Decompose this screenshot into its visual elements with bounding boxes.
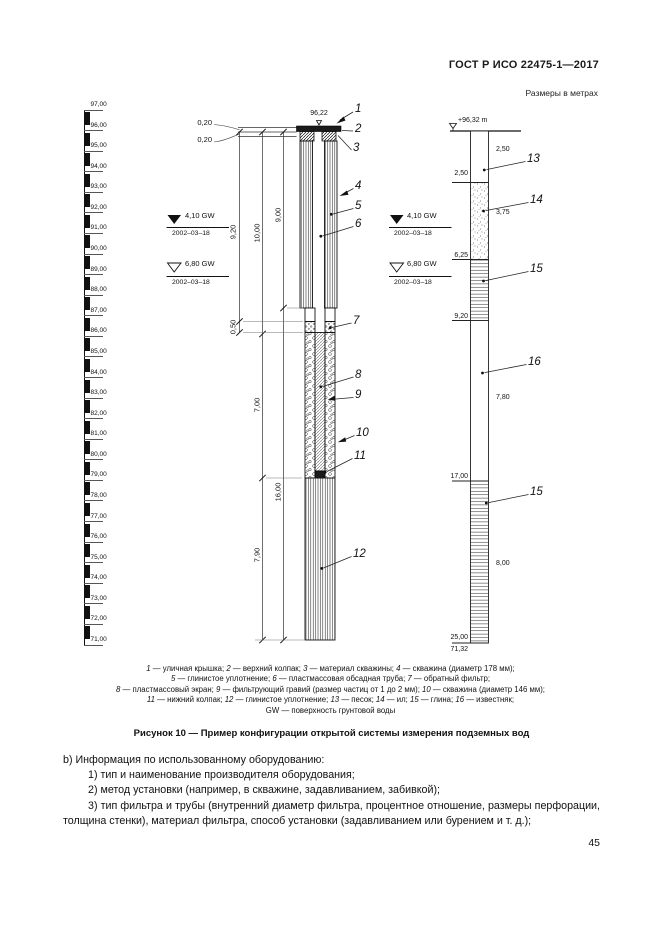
legend-item-number: 6 [272,674,277,684]
body-item-1: 1) тип и наименование производителя оборудования; [88,769,355,782]
dim-9-20: 9,20 [228,224,238,240]
legend-line: 11 — нижний колпак; 12 — глинистое уплотнение; 13 — песок; 14 — ил; 15 — глина; 16 — известняк; [146,695,515,705]
borehole-top-elevation: 96,22 [310,110,328,117]
ruler-tick [84,233,103,234]
ruler-segment [84,503,90,516]
callout-7: 7 [353,315,360,327]
page-number: 45 [588,837,600,849]
ruler-label: 81,00 [90,430,107,438]
ruler-tick [84,603,103,604]
thickness-7-80: 7,80 [496,393,510,401]
ruler-label: 86,00 [90,327,107,335]
ruler-segment [84,174,90,187]
cap-dim-leaders [214,125,240,143]
ruler-tick [84,521,103,522]
depth-6-25: 6,25 [454,251,468,259]
ruler-tick [84,336,103,337]
cap-offset-dim-1: 0,20 [197,117,212,127]
cap-offset-dim-2: 0,20 [197,135,212,144]
column-elevation-marker [450,124,457,129]
legend-line: 5 — глинистое уплотнение; 6 — пластмассовая обсадная труба; 7 — обратный фильтр; [170,674,491,684]
callout-5: 5 [355,200,362,212]
ruler-segment [84,400,90,413]
ruler-label: 71,00 [90,636,107,643]
callout-6: 6 [355,218,362,230]
ruler-segment [84,194,90,207]
depth-2-50: 2,50 [454,170,468,177]
ruler-segment [84,133,90,146]
ruler-label: 97,00 [90,101,107,108]
ruler-label: 94,00 [90,162,107,170]
street-cover [297,126,342,132]
ruler-tick [84,645,103,646]
gw1-triangle-icon [390,215,404,224]
ruler-label: 76,00 [90,533,107,541]
ruler-tick [84,212,103,213]
borehole146-wall-left [305,308,315,322]
legend-item-number: 7 [407,674,412,684]
ruler-label: 82,00 [90,409,107,417]
layer-clay-lower [471,481,489,643]
ruler-label: 96,00 [90,121,107,129]
geological-column [450,124,529,644]
ruler-segment [84,421,90,434]
ruler-tick [84,295,103,296]
gw2-triangle-icon [168,263,182,272]
ruler-label: 79,00 [90,471,107,479]
ruler-segment [84,524,90,537]
ruler-label: 75,00 [90,553,107,561]
ruler-segment [84,462,90,475]
legend-item-number: 4 [396,664,401,673]
callout-14: 14 [530,194,543,206]
legend-item-number: GW [265,705,280,715]
column-bottom-elevation: 71,32 [450,645,468,653]
callout-16: 16 [528,356,541,368]
ruler-label: 77,00 [90,512,107,520]
callout-11: 11 [354,450,366,462]
dim-10-00: 10,00 [252,223,261,243]
layer-limestone [471,321,489,482]
body-intro: b) Информация по использованному оборудованию: [63,754,325,766]
doc-code: ГОСТ Р ИСО 22475-1—2017 [448,59,599,71]
ruler-segment [84,318,90,331]
legend-line: GW — поверхность грунтовой воды [265,705,396,715]
ruler-label: 80,00 [90,450,107,458]
bottom-cap [315,471,325,478]
plastic-screen [315,333,325,472]
legend-item-number: 15 [409,695,419,705]
ruler-segment [84,359,90,372]
callout-9: 9 [355,389,362,401]
ruler-tick [84,398,103,399]
filter-gravel-right [325,333,335,479]
body-text [63,753,600,829]
layer-silt [471,183,489,260]
units-note: Размеры в метрах [525,88,598,98]
layer-clay-upper [471,260,489,321]
legend-line: 1 — уличная крышка; 2 — верхний колпак; 3 — материал скважины; 4 — скважина (диаметр 178 мм); [146,664,515,673]
dim-7-90: 7,90 [252,547,261,563]
figure-legend [60,664,601,716]
top-cap-left [300,132,314,142]
ruler-tick [84,562,103,563]
thickness-8-00: 8,00 [496,559,510,567]
legend-item-number: 9 [215,684,221,694]
ruler-tick [84,356,103,357]
ruler-segment [84,153,90,166]
callout-1: 1 [355,103,362,115]
callout-12: 12 [353,548,366,560]
legend-item-number: 14 [375,695,385,705]
ruler-segment [84,565,90,578]
figure-caption: Рисунок 10 — Пример конфигурации открытой системы измерения подземных вод [133,728,530,739]
gw1-level-label: 4,10 GW [185,211,215,220]
ruler-segment [84,441,90,454]
ruler-tick [84,151,103,152]
clay-seal-annulus-left [300,141,313,308]
gw2-date-label: 2002–03–18 [394,279,432,286]
depth-25-00: 25,00 [450,634,468,641]
callout-15b: 15 [530,486,543,498]
ruler-segment [84,297,90,310]
ruler-label: 74,00 [90,574,107,582]
ruler-tick [84,480,103,481]
ruler-label: 89,00 [90,265,107,273]
legend-item-number: 3 [303,664,308,673]
borehole-section [214,112,355,643]
clay-seal-annulus-right [325,141,338,308]
ruler-label: 72,00 [90,615,107,623]
legend-item-number: 8 [116,684,121,694]
layer-sand [471,131,489,183]
ruler-tick [84,583,103,584]
depth-9-20: 9,20 [454,312,468,320]
ruler-tick [84,171,103,172]
ruler-segment [84,482,90,495]
ruler-segment [84,544,90,557]
lower-clay-seal [305,478,335,640]
ruler-tick [84,254,103,255]
ruler-tick [84,377,103,378]
ruler-segment [84,380,90,393]
ruler-tick [84,459,103,460]
dim-0-50: 0,50 [228,319,238,335]
depth-17-00: 17,00 [450,472,468,480]
ruler-tick [84,130,103,131]
extension-lines [243,308,304,640]
callout-4: 4 [355,180,362,192]
ruler-segment [84,277,90,290]
gw2-date-label: 2002–03–18 [172,279,210,286]
ruler-tick [84,500,103,501]
gw2-level-label: 6,80 GW [407,259,437,268]
ruler-label: 73,00 [90,594,107,602]
gw1-level-label: 4,10 GW [407,211,437,220]
ruler-label: 93,00 [90,183,107,191]
ruler-label: 78,00 [90,491,107,499]
ruler-segment [84,112,90,125]
callout-15a: 15 [530,263,543,275]
legend-item-number: 13 [330,695,340,705]
top-cap-right [322,132,336,142]
ruler-label: 91,00 [90,224,107,232]
callout-10: 10 [356,427,369,439]
legend-item-number: 2 [226,664,231,673]
body-item-3: 3) тип фильтра и трубы (внутренний диаметр фильтра, процентное отношение, размеры перфорации, толщина стенки), материал фильтра, способ установки (задавливанием или бурением и т. д.); [63,799,600,827]
legend-item-number: 16 [455,695,465,705]
callout-3: 3 [353,142,360,154]
filter-gravel-left [305,333,315,479]
dimension-ticks [236,129,286,643]
ruler-segment [84,626,90,639]
return-filter-left [305,322,315,333]
ruler-segment [84,235,90,248]
legend-line: 8 — пластмассовый экран; 9 — фильтрующий гравий (размер частиц от 1 до 2 мм); 10 — скважина (диаметр 146 мм); [116,684,545,694]
gw2-level-label: 6,80 GW [185,259,215,268]
gw2-triangle-icon [390,263,404,272]
gw1-date-label: 2002–03–18 [394,230,432,237]
ruler-tick [84,542,103,543]
gw1-triangle-icon [168,215,182,224]
thickness-2-50: 2,50 [496,145,510,153]
ruler-label: 88,00 [90,286,107,294]
ruler-segment [84,585,90,598]
dim-7-00: 7,00 [252,397,261,413]
ruler-label: 85,00 [90,347,107,355]
ruler-tick [84,418,103,419]
legend-item-number: 11 [146,695,155,705]
dim-9-00: 9,00 [273,207,282,223]
ruler-segment [84,338,90,351]
ruler-label: 83,00 [90,389,107,397]
thickness-3-75: 3,75 [496,208,510,216]
legend-item-number: 1 [146,664,151,673]
ruler-tick [84,439,103,440]
ground-surface-lines [238,128,297,137]
callout-2: 2 [355,123,362,135]
ruler-segment [84,256,90,269]
legend-item-number: 12 [224,695,234,705]
ruler-label: 87,00 [90,306,107,314]
elevation-marker-9622 [317,121,322,126]
ruler-segment [84,215,90,228]
ruler-label: 90,00 [90,245,107,253]
legend-item-number: 5 [170,674,176,684]
ruler-tick [84,624,103,625]
ruler-label: 95,00 [90,142,107,150]
ruler-tick [84,315,103,316]
ruler-tick [84,110,103,111]
ruler-label: 92,00 [90,203,107,211]
ruler-tick [84,274,103,275]
ruler-label: 84,00 [90,368,107,376]
ruler-segment [84,606,90,619]
column-top-elevation: +96,32 m [458,116,488,124]
callout-8: 8 [355,369,362,381]
callout-13: 13 [527,153,540,165]
body-item-2: 2) метод установки (например, в скважине, задавливанием, забивкой); [88,784,440,797]
dim-16-00: 16,00 [273,482,282,502]
borehole146-wall-right [325,308,335,322]
gw1-date-label: 2002–03–18 [172,230,210,237]
ruler-tick [84,192,103,193]
legend-item-number: 10 [422,684,431,694]
